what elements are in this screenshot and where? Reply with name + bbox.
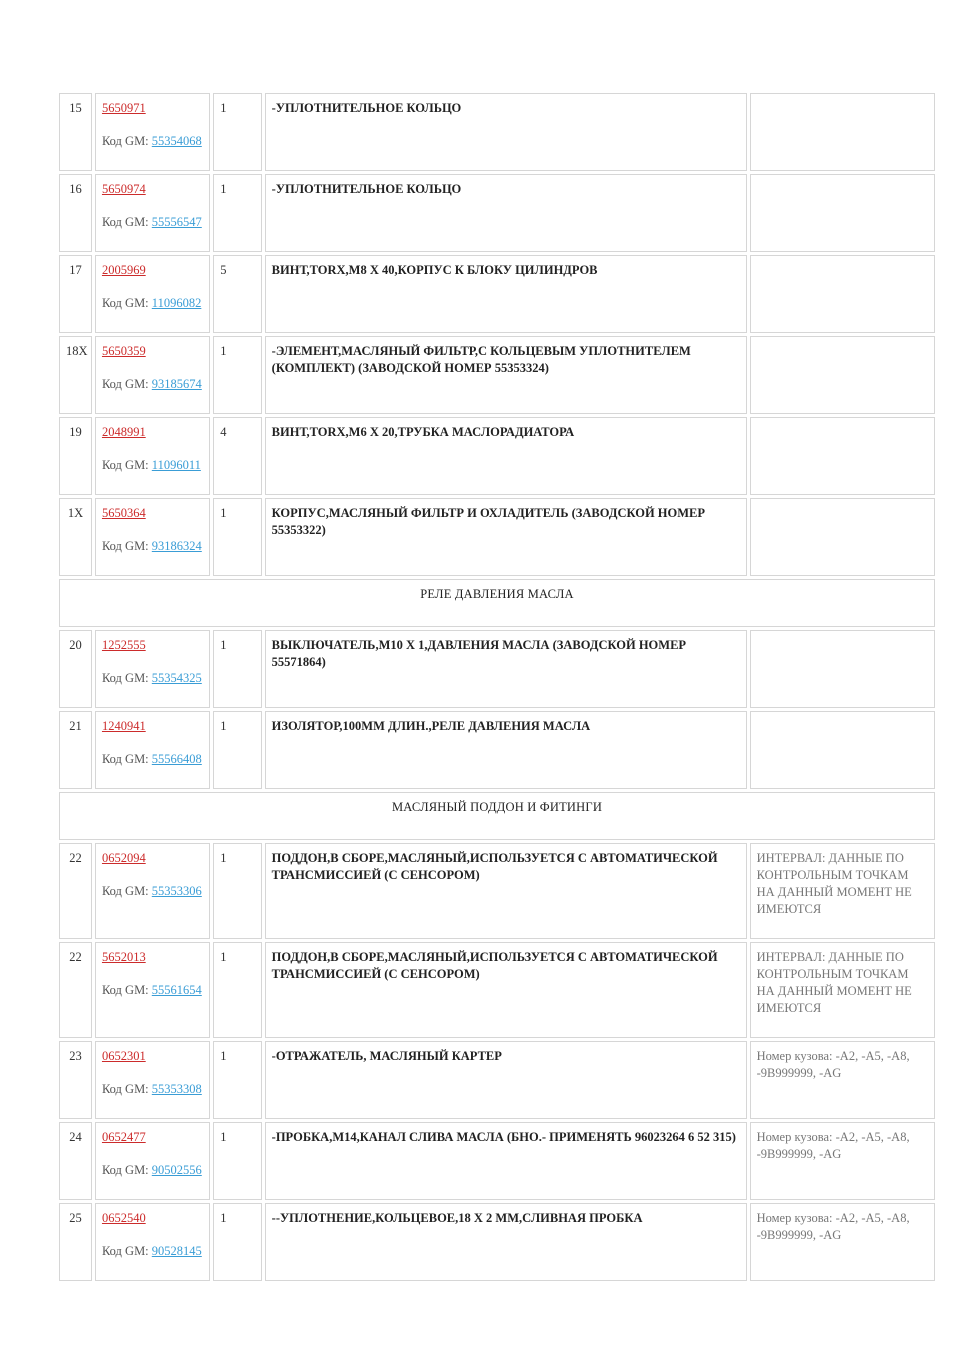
gm-code-line — [102, 982, 203, 999]
part-note — [750, 498, 935, 576]
part-note: Номер кузова: -A2, -A5, -A8, -9B999999, -AG — [750, 1041, 935, 1119]
section-title: РЕЛЕ ДАВЛЕНИЯ МАСЛА — [59, 579, 935, 627]
gm-code-label: Код GM: — [101, 458, 149, 472]
parts-table — [56, 90, 938, 1284]
part-cell — [95, 93, 210, 171]
part-note — [750, 174, 935, 252]
gm-code-link[interactable]: 11096011 — [151, 458, 201, 472]
gm-code-label: Код GM: — [101, 884, 149, 898]
table-row — [59, 336, 935, 414]
gm-code-link[interactable]: 55354325 — [151, 671, 202, 685]
part-note — [750, 711, 935, 789]
part-note: Номер кузова: -A2, -A5, -A8, -9B999999, -AG — [750, 1203, 935, 1281]
part-note — [750, 417, 935, 495]
part-cell — [95, 255, 210, 333]
part-number-link[interactable]: 2048991 — [101, 425, 146, 439]
gm-code-link[interactable]: 93185674 — [151, 377, 202, 391]
gm-code-line — [102, 538, 203, 555]
table-row — [59, 255, 935, 333]
gm-code-line — [102, 751, 203, 768]
gm-code-line — [102, 214, 203, 231]
item-number: 16 — [59, 174, 92, 252]
part-note: Номер кузова: -A2, -A5, -A8, -9B999999, -AG — [750, 1122, 935, 1200]
part-note — [750, 255, 935, 333]
item-number: 22 — [59, 942, 92, 1038]
part-number-link[interactable]: 2005969 — [101, 263, 146, 277]
table-row — [59, 843, 935, 939]
gm-code-link[interactable]: 55561654 — [151, 983, 202, 997]
quantity: 1 — [213, 1203, 261, 1281]
gm-code-link[interactable]: 90528145 — [151, 1244, 202, 1258]
part-cell — [95, 630, 210, 708]
gm-code-line — [102, 670, 203, 687]
part-note — [750, 630, 935, 708]
part-cell — [95, 174, 210, 252]
item-number: 17 — [59, 255, 92, 333]
gm-code-link[interactable]: 55353308 — [151, 1082, 202, 1096]
part-number-link[interactable]: 0652477 — [101, 1130, 146, 1144]
item-number: 20 — [59, 630, 92, 708]
gm-code-label: Код GM: — [101, 1082, 149, 1096]
part-note — [750, 336, 935, 414]
table-row — [59, 498, 935, 576]
gm-code-label: Код GM: — [101, 215, 149, 229]
quantity: 1 — [213, 942, 261, 1038]
item-number: 1X — [59, 498, 92, 576]
part-number-link[interactable]: 5650364 — [101, 506, 146, 520]
part-note: ИНТЕРВАЛ: ДАННЫЕ ПО КОНТРОЛЬНЫМ ТОЧКАМ НА ДАННЫЙ МОМЕНТ НЕ ИМЕЮТСЯ — [750, 843, 935, 939]
part-cell — [95, 843, 210, 939]
part-description: -ОТРАЖАТЕЛЬ, МАСЛЯНЫЙ КАРТЕР — [265, 1041, 747, 1119]
table-row — [59, 942, 935, 1038]
part-cell — [95, 336, 210, 414]
quantity: 1 — [213, 711, 261, 789]
part-description: ВЫКЛЮЧАТЕЛЬ,M10 X 1,ДАВЛЕНИЯ МАСЛА (ЗАВОДСКОЙ НОМЕР 55571864) — [265, 630, 747, 708]
gm-code-line — [102, 457, 203, 474]
gm-code-label: Код GM: — [101, 296, 149, 310]
table-row — [59, 93, 935, 171]
part-description: -ПРОБКА,M14,КАНАЛ СЛИВА МАСЛА (БНО.- ПРИМЕНЯТЬ 96023264 6 52 315) — [265, 1122, 747, 1200]
table-row — [59, 1041, 935, 1119]
quantity: 1 — [213, 498, 261, 576]
quantity: 1 — [213, 93, 261, 171]
part-number-link[interactable]: 0652301 — [101, 1049, 146, 1063]
gm-code-line — [102, 376, 203, 393]
item-number: 21 — [59, 711, 92, 789]
part-description: -УПЛОТНИТЕЛЬНОЕ КОЛЬЦО — [265, 93, 747, 171]
quantity: 1 — [213, 174, 261, 252]
gm-code-label: Код GM: — [101, 1244, 149, 1258]
gm-code-line — [102, 1243, 203, 1260]
gm-code-link[interactable]: 55566408 — [151, 752, 202, 766]
gm-code-label: Код GM: — [101, 539, 149, 553]
table-row — [59, 174, 935, 252]
part-number-link[interactable]: 1252555 — [101, 638, 146, 652]
part-number-link[interactable]: 1240941 — [101, 719, 146, 733]
gm-code-label: Код GM: — [101, 983, 149, 997]
part-description: -ЭЛЕМЕНТ,МАСЛЯНЫЙ ФИЛЬТР,С КОЛЬЦЕВЫМ УПЛОТНИТЕЛЕМ (КОМПЛЕКТ) (ЗАВОДСКОЙ НОМЕР 55353324) — [265, 336, 747, 414]
gm-code-link[interactable]: 55353306 — [151, 884, 202, 898]
table-row — [59, 711, 935, 789]
part-number-link[interactable]: 5650971 — [101, 101, 146, 115]
gm-code-link[interactable]: 93186324 — [151, 539, 202, 553]
part-note — [750, 93, 935, 171]
gm-code-line — [102, 1081, 203, 1098]
gm-code-label: Код GM: — [101, 752, 149, 766]
item-number: 19 — [59, 417, 92, 495]
section-title: МАСЛЯНЫЙ ПОДДОН И ФИТИНГИ — [59, 792, 935, 840]
part-cell — [95, 1122, 210, 1200]
part-cell — [95, 1041, 210, 1119]
quantity: 1 — [213, 630, 261, 708]
quantity: 1 — [213, 843, 261, 939]
part-cell — [95, 417, 210, 495]
gm-code-label: Код GM: — [101, 671, 149, 685]
quantity: 4 — [213, 417, 261, 495]
gm-code-line — [102, 883, 203, 900]
part-cell — [95, 1203, 210, 1281]
part-number-link[interactable]: 5650359 — [101, 344, 146, 358]
table-row — [59, 630, 935, 708]
part-description: ПОДДОН,В СБОРЕ,МАСЛЯНЫЙ,ИСПОЛЬЗУЕТСЯ С АВТОМАТИЧЕСКОЙ ТРАНСМИССИЕЙ (С СЕНСОРОМ) — [265, 843, 747, 939]
table-row — [59, 1203, 935, 1281]
part-cell — [95, 942, 210, 1038]
part-cell — [95, 711, 210, 789]
parts-table-body — [59, 93, 935, 1281]
gm-code-line — [102, 295, 203, 312]
gm-code-link[interactable]: 11096082 — [151, 296, 202, 310]
part-number-link[interactable]: 0652094 — [101, 851, 146, 865]
table-row — [59, 417, 935, 495]
item-number: 25 — [59, 1203, 92, 1281]
quantity: 1 — [213, 336, 261, 414]
part-description: ИЗОЛЯТОР,100ММ ДЛИН.,РЕЛЕ ДАВЛЕНИЯ МАСЛА — [265, 711, 747, 789]
item-number: 23 — [59, 1041, 92, 1119]
gm-code-label: Код GM: — [101, 377, 149, 391]
quantity: 1 — [213, 1122, 261, 1200]
item-number: 22 — [59, 843, 92, 939]
gm-code-link[interactable]: 55354068 — [151, 134, 202, 148]
gm-code-link[interactable]: 55556547 — [151, 215, 202, 229]
part-number-link[interactable]: 0652540 — [101, 1211, 146, 1225]
part-description: -УПЛОТНИТЕЛЬНОЕ КОЛЬЦО — [265, 174, 747, 252]
gm-code-line — [102, 133, 203, 150]
quantity: 5 — [213, 255, 261, 333]
table-row — [59, 1122, 935, 1200]
item-number: 15 — [59, 93, 92, 171]
gm-code-label: Код GM: — [101, 134, 149, 148]
quantity: 1 — [213, 1041, 261, 1119]
part-description: ВИНТ,TORX,M8 X 40,КОРПУС К БЛОКУ ЦИЛИНДРОВ — [265, 255, 747, 333]
part-cell — [95, 498, 210, 576]
section-header-row — [59, 792, 935, 840]
gm-code-line — [102, 1162, 203, 1179]
item-number: 24 — [59, 1122, 92, 1200]
part-note: ИНТЕРВАЛ: ДАННЫЕ ПО КОНТРОЛЬНЫМ ТОЧКАМ НА ДАННЫЙ МОМЕНТ НЕ ИМЕЮТСЯ — [750, 942, 935, 1038]
part-description: --УПЛОТНЕНИЕ,КОЛЬЦЕВОЕ,18 X 2 ММ,СЛИВНАЯ ПРОБКА — [265, 1203, 747, 1281]
part-description: ВИНТ,TORX,M6 X 20,ТРУБКА МАСЛОРАДИАТОРА — [265, 417, 747, 495]
section-header-row — [59, 579, 935, 627]
part-number-link[interactable]: 5652013 — [101, 950, 146, 964]
item-number: 18X — [59, 336, 92, 414]
part-number-link[interactable]: 5650974 — [101, 182, 146, 196]
part-description: ПОДДОН,В СБОРЕ,МАСЛЯНЫЙ,ИСПОЛЬЗУЕТСЯ С АВТОМАТИЧЕСКОЙ ТРАНСМИССИЕЙ (С СЕНСОРОМ) — [265, 942, 747, 1038]
gm-code-label: Код GM: — [101, 1163, 149, 1177]
part-description: КОРПУС,МАСЛЯНЫЙ ФИЛЬТР И ОХЛАДИТЕЛЬ (ЗАВОДСКОЙ НОМЕР 55353322) — [265, 498, 747, 576]
gm-code-link[interactable]: 90502556 — [151, 1163, 202, 1177]
